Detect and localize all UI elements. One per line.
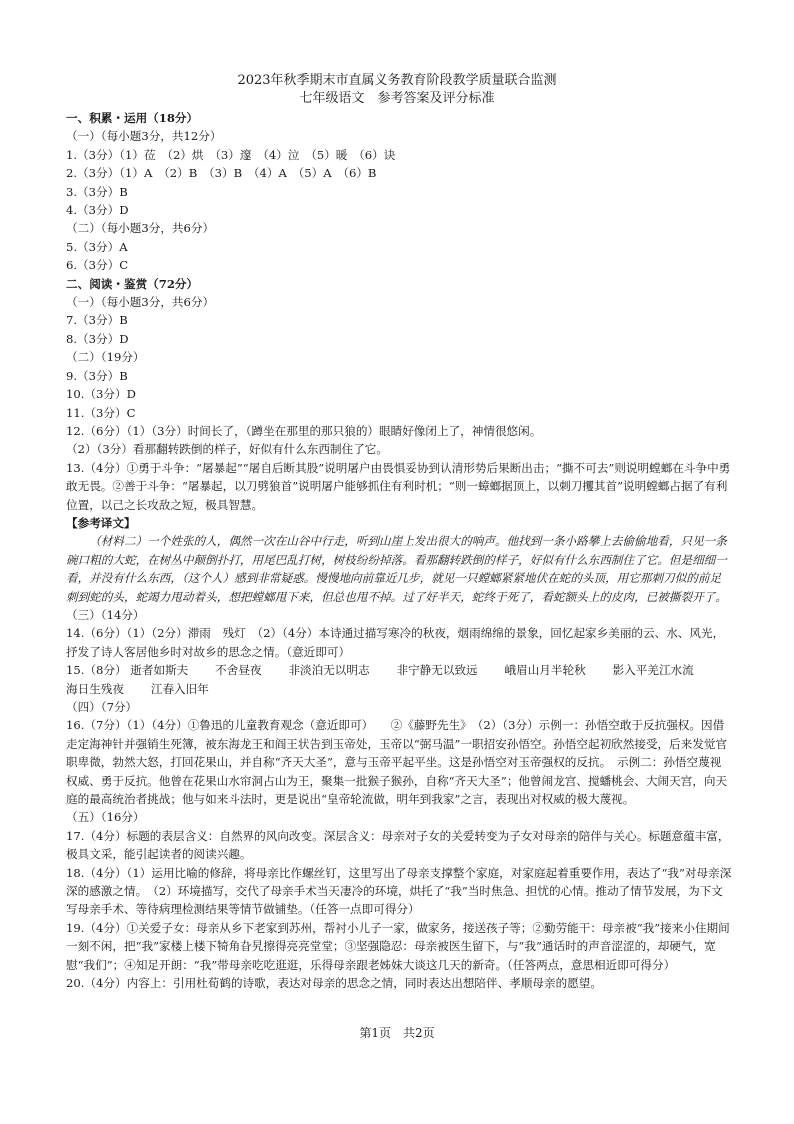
- answer-line: 14.（6分）（1）（2分）滞雨 残灯 （2）（4分）本诗通过描写寒冷的秋夜，烟雨绵绵的景象，回忆起家乡美丽的云、水、风光，抒发了诗人客居他乡时对故乡的思念之情。（意近即可）: [66, 626, 725, 659]
- q15-item: 江春入旧年: [150, 681, 209, 696]
- q15-answer: [66, 661, 732, 698]
- answer-line: 二、阅读・鉴赏（72分）: [66, 276, 199, 291]
- answer-line: 【参考译文】: [66, 515, 136, 530]
- header: [0, 72, 794, 108]
- answer-line: 3.（3分）B: [66, 184, 128, 199]
- answer-lines-part2: [66, 698, 732, 993]
- q15-item: 不舍昼夜: [215, 663, 262, 678]
- answer-line: （2）（3分）看那翻转跌倒的样子，好似有什么东西制住了它。: [66, 442, 388, 457]
- page-footer: 第1页 共2页: [359, 1026, 435, 1040]
- answer-line: 7.（3分）B: [66, 313, 128, 328]
- answer-line: （三）（14分）: [66, 607, 145, 622]
- answer-line: 9.（3分）B: [66, 368, 128, 383]
- answer-line: 17.（4分）标题的表层含义：自然界的风向改变。深层含义：母亲对子女的关爱转变为子女对母亲的陪伴与关心。标题意蕴丰富，极具文采，能引起读者的阅读兴趣。: [66, 828, 730, 862]
- page-title: 2023年秋季期末市直属义务教育阶段教学质量联合监测: [237, 73, 557, 88]
- answer-line: 11.（3分）C: [66, 405, 136, 420]
- answer-line: 18.（4分）（1）运用比喻的修辞，将母亲比作螺丝钉，这里写出了母亲支撑整个家庭，对家庭起着重要作用，表达了“我”对母亲深深的感激之情。 （2）环境描写，交代了母亲手术当天凄冷的环境，烘托了“我”当时焦急、担忧的心情。推动了情节发展，为下文写母亲手术、等待病理检测结果等情节做铺垫。（任答一点即可得分）: [66, 865, 732, 917]
- answer-line: 5.（3分）A: [66, 239, 128, 254]
- answer-line: 16.（7分）（1）（4分）①鲁迅的儿童教育观念（意近即可） ②《藤野先生》 （2）（3分）示例一：孙悟空敢于反抗强权。因借走定海神针并强销生死簿，被东海龙王和阎王状告到玉帝处，玉帝以“弼马温”一职招安孙悟空。孙悟空起初欣然接受，后来发觉官职卑微，勃然大怒，打回花果山，并自称“齐天大圣”，意与玉帝平起平坐。这是孙悟空对玉帝强权的反抗。 示例二：孙悟空蔑视权威、勇于反抗。他曾在花果山水帘洞占山为王，聚集一批猴子猴孙，自称“齐天大圣”；他曾闹龙宫、搅蟠桃会、大闹天宫，向天庭的最高统治者挑战；他与如来斗法时，更是说出“皇帝轮流做，明年到我家”之言，表现出对权威的极大蔑视。: [66, 718, 728, 807]
- answer-line: （二）（每小题3分，共6分）: [66, 221, 215, 236]
- answer-line: 13.（4分）①勇于斗争：“屠暴起”“屠自后断其股”说明屠户由畏惧妥协到认清形势后果断出击；“撕不可去”则说明螳螂在斗争中勇敢无畏。②善于斗争：“屠暴起，以刀劈狼首”说明屠户能够抓住有利时机；“则一蟑螂据顶上，以刺刀攫其首”说明螳螂占据了有利位置，以己之长攻敌之短，极具智慧。: [66, 460, 731, 512]
- q15-item: 非淡泊无以明志: [288, 663, 370, 678]
- answer-line: （一）（每小题3分，共6分）: [66, 295, 215, 310]
- answer-line: （五）（16分）: [66, 810, 145, 825]
- answer-line: 10.（3分）D: [66, 387, 136, 402]
- answer-line: 一、积累・运用（18分）: [66, 111, 199, 125]
- answer-line: 12.（6分）（1）（3分）时间长了，（蹲坐在那里的那只狼的）眼睛好像闭上了，神情很悠闲。: [66, 423, 542, 438]
- answer-line: 4.（3分）D: [66, 203, 129, 218]
- page-subtitle: 七年级语文 参考答案及评分标准: [299, 91, 495, 106]
- answer-lines-part1: [66, 109, 732, 661]
- q15-item: 峨眉山月半轮秋: [504, 663, 586, 678]
- answer-line: 20.（4分）内容上：引用杜荀鹤的诗歌，表达对母亲的思念之情，同时表达出想陪伴、孝顺母亲的愿望。: [66, 976, 602, 991]
- answer-line: 2.（3分）（1）A （2）B （3）B （4）A （5）A （6）B: [66, 166, 377, 181]
- q15-item: 非宁静无以致远: [396, 663, 478, 678]
- q15-item: 海日生残夜: [66, 681, 124, 696]
- answer-line: 8.（3分）D: [66, 331, 129, 346]
- answer-line: 1.（3分）（1）莅 （2）烘 （3）邃 （4）泣 （5）暖 （6）诀: [66, 147, 396, 162]
- answer-line: （二）（19分）: [66, 350, 145, 365]
- q15-label: 15.（8分）: [66, 663, 127, 678]
- q15-item: 影入平羌江水流: [612, 663, 694, 678]
- answer-line: （四）（7分）: [66, 700, 138, 714]
- q15-item: 逝者如斯夫: [130, 663, 189, 678]
- answer-line: 19.（4分）①关爱子女：母亲从乡下老家到苏州，帮衬小儿子一家，做家务，接送孩子等；②勤劳能干：母亲被“我”接来小住期间一刻不闲，把“我”家楼上楼下犄角旮旯擦得亮亮堂堂；③坚强隐忍：母亲被医生留下，与“我”通话时的声音涩涩的，却硬气，宽慰“我们”；④知足开朗：“我”带母亲吃吃逛逛，乐得母亲跟老姊妹大谈这几天的新奇。（任答两点，意思相近即可得分）: [66, 920, 730, 972]
- answer-content: [66, 109, 732, 993]
- answer-line: （材料二）一个姓张的人，偶然一次在山谷中行走，听到山崖上发出很大的响声。他找到一条小路攀上去偷偷地看，只见一条碗口粗的大蛇，在树丛中颠倒扑打，用尾巴乱打树，树枝纷纷掉落。看那翻转跌倒的样子，好似有什么东西制住了它。但是细细一看，并没有什么东西，（这个人）感到非常疑惑。慢慢地向前靠近几步，就见一只螳螂紧紧地伏在蛇的头顶，用它那刺刀似的前足刺到蛇的头，蛇竭力甩动着头，想把螳螂甩下来，但总也甩不掉。过了好半天，蛇终于死了，看蛇额头上的皮肉，已被撕裂开了。: [66, 534, 727, 604]
- answer-line: 6.（3分）C: [66, 258, 129, 273]
- answer-line: （一）（每小题3分，共12分）: [66, 129, 222, 144]
